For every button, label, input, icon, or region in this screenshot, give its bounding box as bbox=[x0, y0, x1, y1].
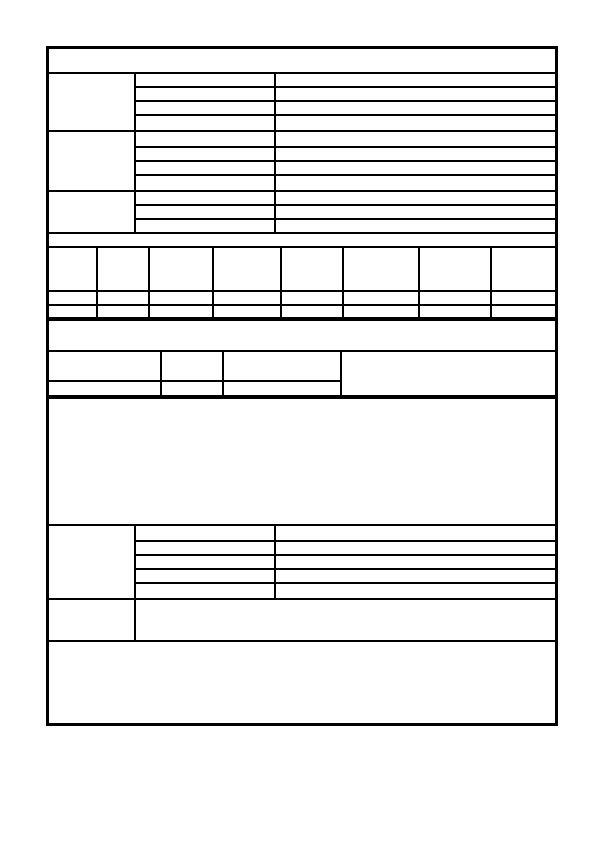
band-top-line bbox=[48, 232, 556, 234]
row-line bbox=[134, 218, 556, 220]
value-column-divider bbox=[274, 72, 276, 232]
total-row-line bbox=[134, 554, 556, 556]
table-column-divider bbox=[148, 246, 150, 320]
total-row-line bbox=[134, 568, 556, 570]
note-item bbox=[50, 692, 550, 716]
row-line bbox=[134, 86, 556, 88]
row-line bbox=[134, 174, 556, 176]
section-a-divider bbox=[48, 130, 556, 132]
table-row-line bbox=[48, 304, 556, 306]
label-column-divider bbox=[134, 72, 136, 232]
subtable-divider bbox=[48, 350, 556, 352]
table-column-divider bbox=[96, 246, 98, 320]
table-column-divider bbox=[212, 246, 214, 320]
table-row-line bbox=[48, 290, 556, 292]
notes-top-line bbox=[48, 640, 556, 642]
subtable-frame bbox=[46, 318, 558, 398]
subtable-column-divider bbox=[222, 350, 224, 398]
subtable-column-divider bbox=[340, 350, 342, 398]
total-row-line bbox=[134, 582, 556, 584]
total-row-line bbox=[134, 540, 556, 542]
row-line bbox=[134, 114, 556, 116]
table-column-divider bbox=[418, 246, 420, 320]
table-column-divider bbox=[280, 246, 282, 320]
row-line bbox=[134, 204, 556, 206]
total-value-divider bbox=[274, 524, 276, 598]
note-item bbox=[50, 662, 550, 686]
total-top-line bbox=[48, 524, 556, 526]
title-divider bbox=[48, 72, 556, 74]
subtable-row-line bbox=[48, 380, 342, 382]
section-b-divider bbox=[48, 190, 556, 192]
remarks-top-line bbox=[48, 598, 556, 600]
row-line bbox=[134, 160, 556, 162]
table-column-divider bbox=[490, 246, 492, 320]
table-column-divider bbox=[342, 246, 344, 320]
declaration-text bbox=[50, 418, 550, 442]
table-header-top-line bbox=[48, 246, 556, 248]
row-line bbox=[134, 100, 556, 102]
subtable-column-divider bbox=[160, 350, 162, 398]
row-line bbox=[134, 146, 556, 148]
